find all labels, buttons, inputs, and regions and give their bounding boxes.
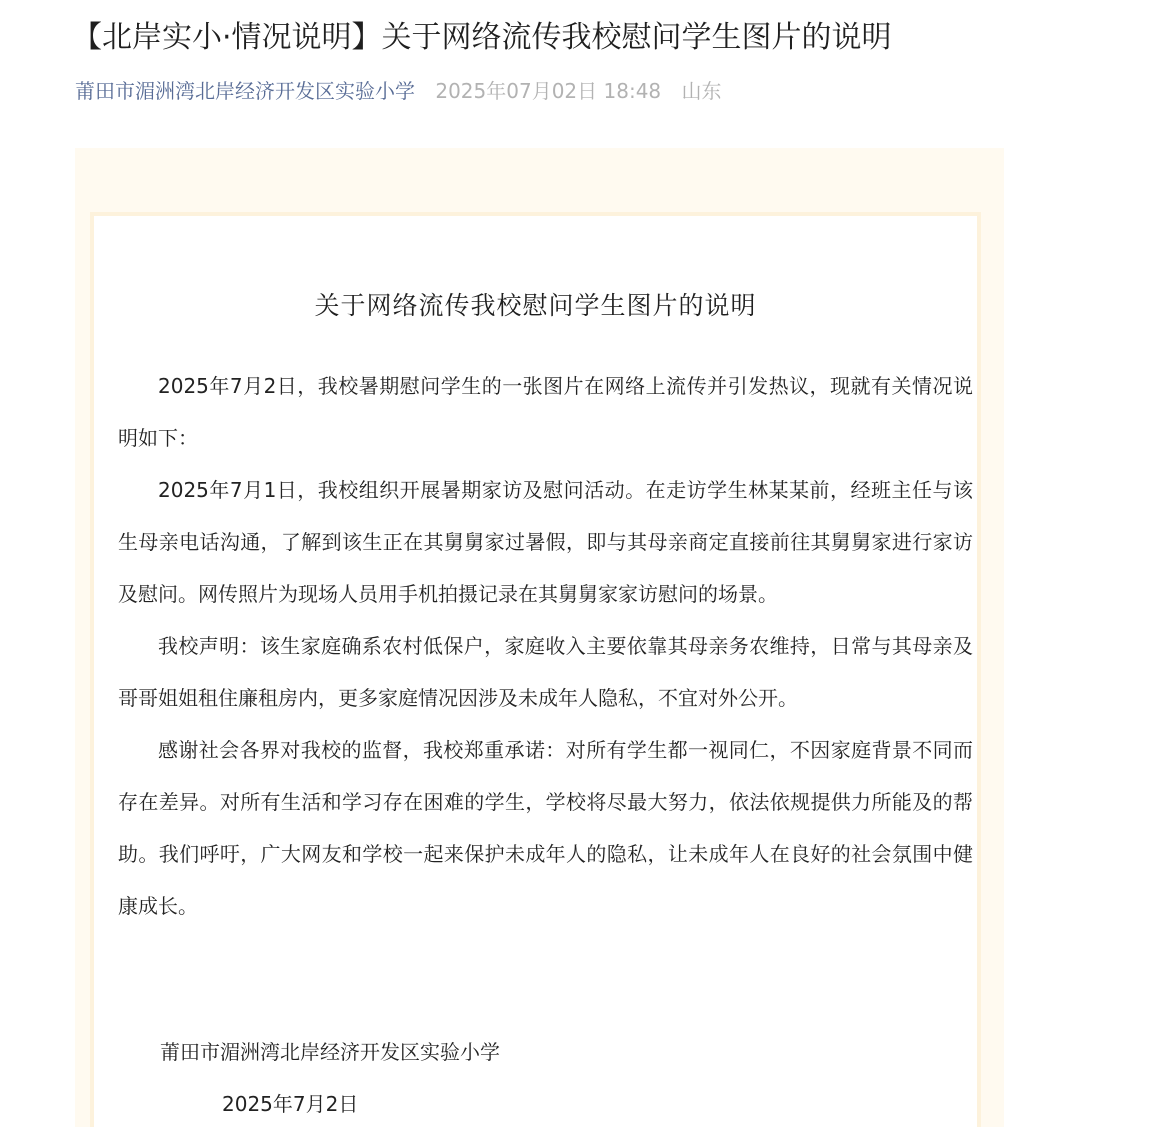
notice-paragraph: 2025年7月1日，我校组织开展暑期家访及慰问活动。在走访学生林某某前，经班主任与该生母亲电话沟通，了解到该生正在其舅舅家过暑假，即与其母亲商定直接前往其舅舅家进行家访及慰问。网传照片为现场人员用手机拍摄记录在其舅舅家家访慰问的场景。 [118,478,973,606]
notice-image-frame [75,148,1004,1127]
notice-document [90,212,981,1127]
notice-paragraph: 我校声明：该生家庭确系农村低保户，家庭收入主要依靠其母亲务农维持，日常与其母亲及哥哥姐姐租住廉租房内，更多家庭情况因涉及未成年人隐私，不宜对外公开。 [118,634,973,710]
article-meta [75,76,722,106]
publish-time: 2025年07月02日 18:48 [435,79,662,103]
account-name-link[interactable]: 莆田市湄洲湾北岸经济开发区实验小学 [75,79,415,103]
notice-heading: 关于网络流传我校慰问学生图片的说明 [314,291,757,320]
notice-paragraph: 2025年7月2日，我校暑期慰问学生的一张图片在网络上流传并引发热议，现就有关情况说明如下： [118,374,973,450]
signature-date: 2025年7月2日 [222,1092,359,1116]
notice-paragraph: 感谢社会各界对我校的监督，我校郑重承诺：对所有学生都一视同仁，不因家庭背景不同而存在差异。对所有生活和学习存在困难的学生，学校将尽最大努力，依法依规提供力所能及的帮助。我们呼吁，广大网友和学校一起来保护未成年人的隐私，让未成年人在良好的社会氛围中健康成长。 [118,738,973,918]
signature-organization: 莆田市湄洲湾北岸经济开发区实验小学 [160,1040,500,1064]
article-title: 【北岸实小·情况说明】关于网络流传我校慰问学生图片的说明 [72,20,892,55]
publish-location: 山东 [681,79,722,103]
notice-body [118,360,973,932]
